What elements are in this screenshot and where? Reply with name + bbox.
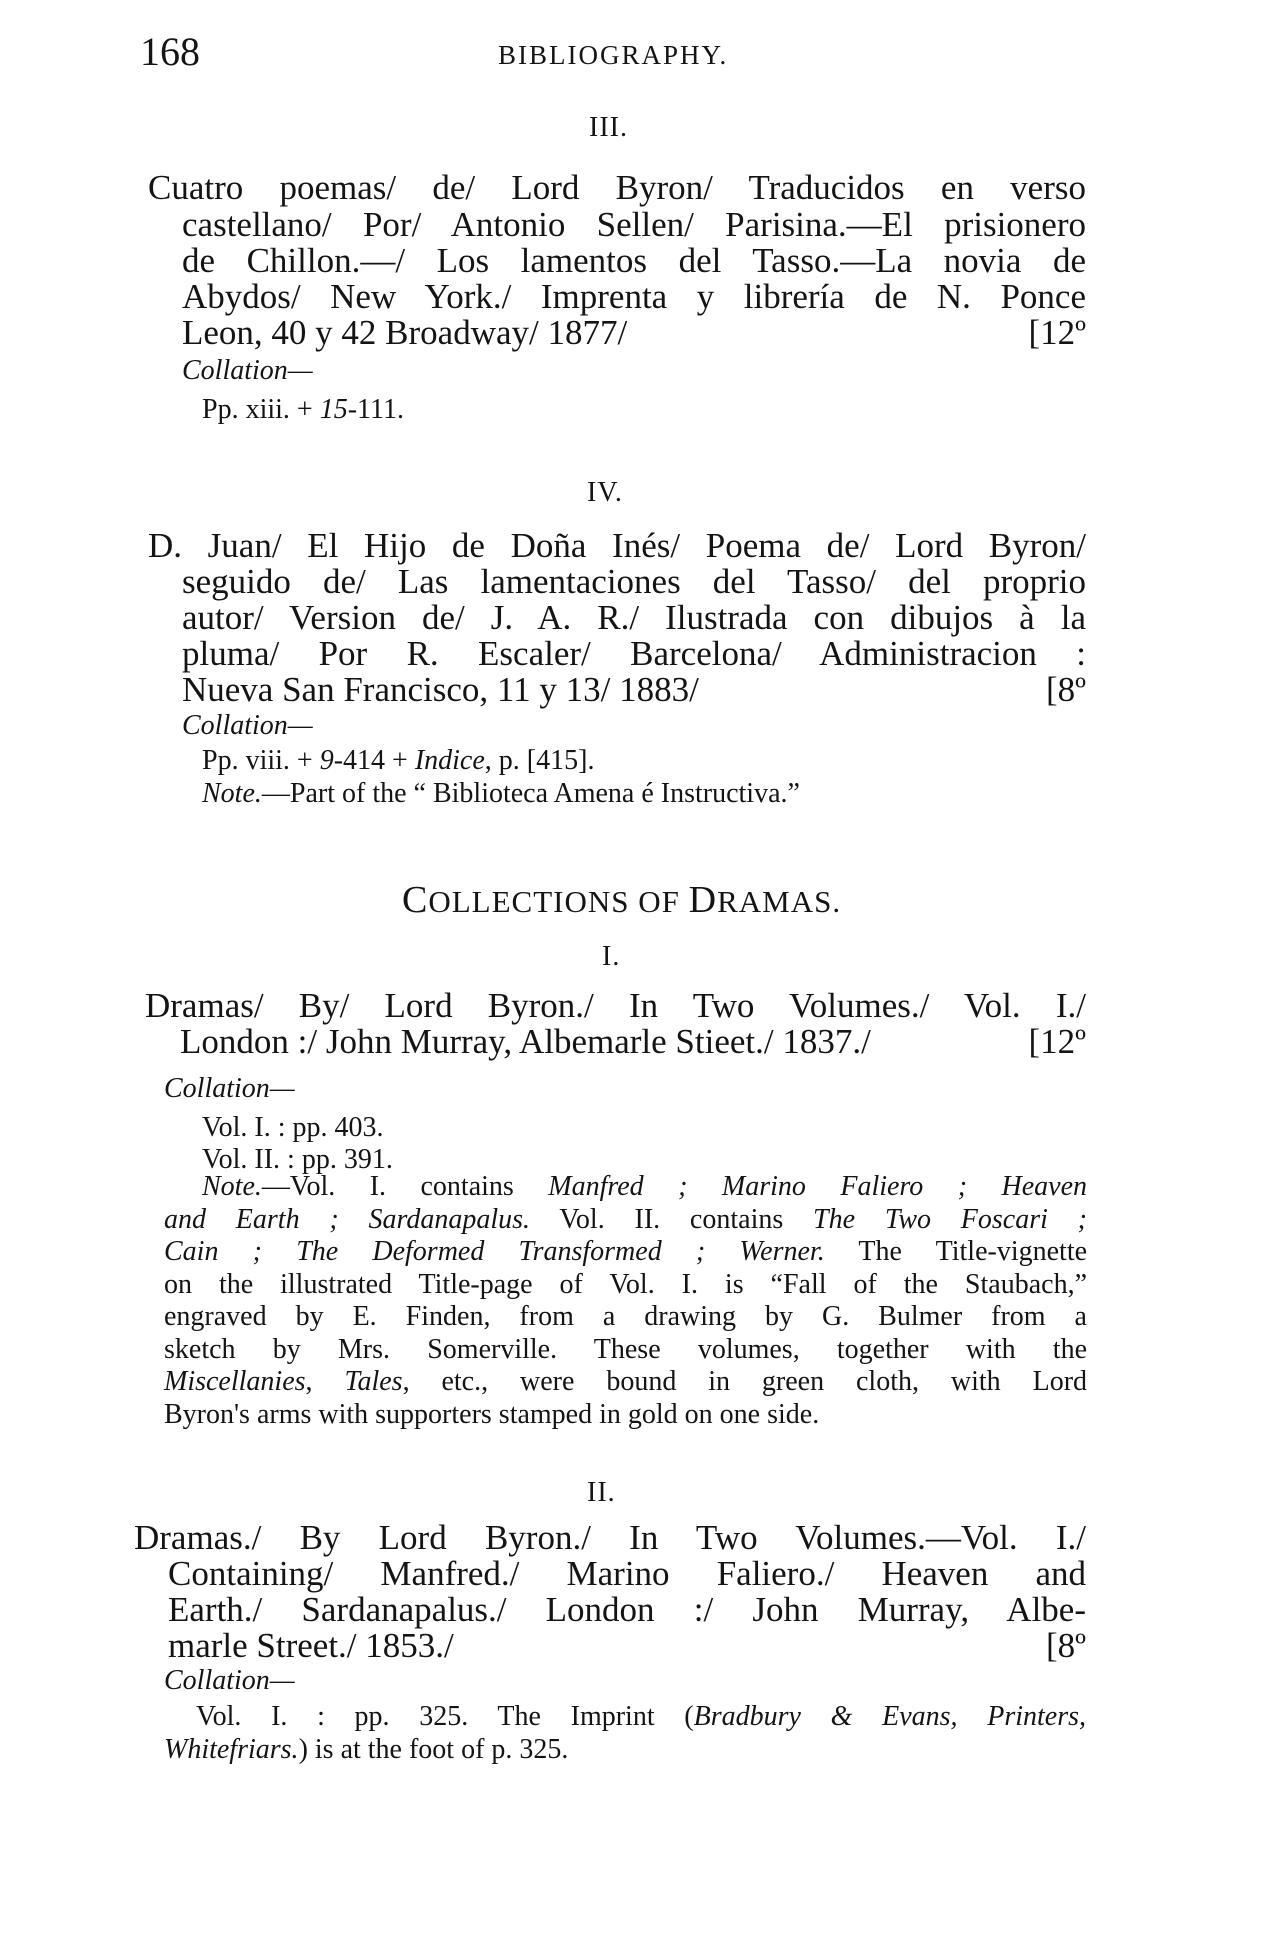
- note-label: Note.: [202, 778, 262, 809]
- title-line: seguido de/ Las lamentaciones del Tasso/ del proprio: [182, 562, 1086, 601]
- volume-pages: Vol. II. : pp. 391.: [202, 1144, 393, 1175]
- entry-title-drama-i: [145, 988, 1086, 1024]
- note-line: engraved by E. Finden, from a drawing by G. Bulmer from a: [164, 1301, 1087, 1332]
- note-label: Note.: [202, 1171, 262, 1202]
- entry-title-drama-ii: [134, 1520, 1086, 1556]
- format-size: [8º: [1045, 1626, 1086, 1665]
- note-line: sketch by Mrs. Somerville. These volumes, together with the: [164, 1333, 1087, 1365]
- title-line: D. Juan/ El Hijo de Doña Inés/ Poema de/ Lord Byron/: [148, 526, 1086, 565]
- format-size: [8º: [1045, 670, 1086, 709]
- collation-label: Collation—: [164, 1665, 295, 1696]
- section-heading: COLLECTIONS OF DRAMAS.: [402, 879, 842, 921]
- title-line: Dramas/ By/ Lord Byron./ In Two Volumes./ Vol. I./: [145, 986, 1086, 1025]
- title-line: Abydos/ New York./ Imprenta y librería de N. Ponce: [182, 277, 1086, 316]
- title-line-text: Nueva San Francisco, 11 y 13/ 1883/: [182, 670, 699, 709]
- title-line: de Chillon.—/ Los lamentos del Tasso.—La novia de: [182, 241, 1086, 280]
- title-line-text: Leon, 40 y 42 Broadway/ 1877/: [182, 313, 628, 352]
- entry-number-drama-i: I.: [602, 941, 621, 972]
- collation-pages: Pp. viii. + 9-414 + Indice, p. [415].: [202, 745, 595, 776]
- entry-title-iii: [148, 170, 1086, 206]
- running-title: BIBLIOGRAPHY.: [498, 40, 729, 70]
- format-size: [12º: [1028, 313, 1086, 352]
- title-line-text: London :/ John Murray, Albemarle Stieet./ 1837./: [180, 1022, 871, 1061]
- note-line: Miscellanies, Tales, etc., were bound in green cloth, with Lord: [164, 1366, 1088, 1397]
- note-line: Byron's arms with supporters stamped in gold on one side.: [164, 1398, 820, 1430]
- collation-label: Collation—: [164, 1073, 295, 1104]
- entry-title-drama-i-cont: [180, 1024, 1086, 1060]
- note-line: Whitefriars.) is at the foot of p. 325.: [164, 1733, 569, 1765]
- title-line: [182, 315, 1086, 351]
- title-line: castellano/ Por/ Antonio Sellen/ Parisina.—El prisionero: [182, 205, 1086, 244]
- title-line-text: marle Street./ 1853./: [168, 1626, 454, 1665]
- collation-pages: Pp. xiii. + 15-111.: [202, 394, 404, 425]
- title-line: Earth./ Sardanapalus./ London :/ John Murray, Albe-: [168, 1590, 1086, 1629]
- entry-title-drama-ii-cont: [168, 1556, 1086, 1664]
- volume-pages: Vol. I. : pp. 403.: [202, 1112, 384, 1143]
- collation-text: [164, 1701, 1086, 1766]
- note-line: Note.—Vol. I. contains Manfred ; Marino Faliero ; Heaven: [202, 1171, 1088, 1202]
- note-line: Vol. I. : pp. 325. The Imprint (Bradbury & Evans, Printers,: [196, 1701, 1086, 1732]
- note-line: and Earth ; Sardanapalus. Vol. II. contains The Two Foscari ;: [164, 1203, 1087, 1235]
- entry-number-iv: IV.: [587, 477, 623, 508]
- entry-title-iv: [148, 528, 1086, 564]
- entry-title-iii-cont: [182, 207, 1086, 351]
- format-size: [12º: [1028, 1022, 1086, 1061]
- page-number: 168: [140, 29, 200, 74]
- title-line: [182, 672, 1086, 708]
- title-line: Dramas./ By Lord Byron./ In Two Volumes.—Vol. I./: [134, 1518, 1086, 1557]
- title-line: Containing/ Manfred./ Marino Faliero./ Heaven and: [168, 1554, 1086, 1593]
- note: Note.—Part of the “ Biblioteca Amena é Instructiva.”: [202, 778, 800, 809]
- title-line: pluma/ Por R. Escaler/ Barcelona/ Administracion :: [182, 634, 1086, 673]
- title-line: autor/ Version de/ J. A. R./ Ilustrada con dibujos à la: [182, 598, 1086, 637]
- note-line: on the illustrated Title-page of Vol. I. is “Fall of the Staubach,”: [164, 1268, 1087, 1300]
- collation-label: Collation—: [182, 710, 313, 741]
- entry-title-iv-cont: [182, 564, 1086, 708]
- collation-label: Collation—: [182, 355, 313, 386]
- title-line: Cuatro poemas/ de/ Lord Byron/ Traducidos en verso: [148, 168, 1086, 207]
- title-line: [168, 1628, 1086, 1664]
- note-line: Cain ; The Deformed Transformed ; Werner. The Title-vignette: [164, 1236, 1088, 1267]
- title-line: [180, 1024, 1086, 1060]
- entry-number-drama-ii: II.: [587, 1477, 616, 1508]
- entry-number-iii: III.: [589, 112, 628, 143]
- note: [164, 1171, 1087, 1431]
